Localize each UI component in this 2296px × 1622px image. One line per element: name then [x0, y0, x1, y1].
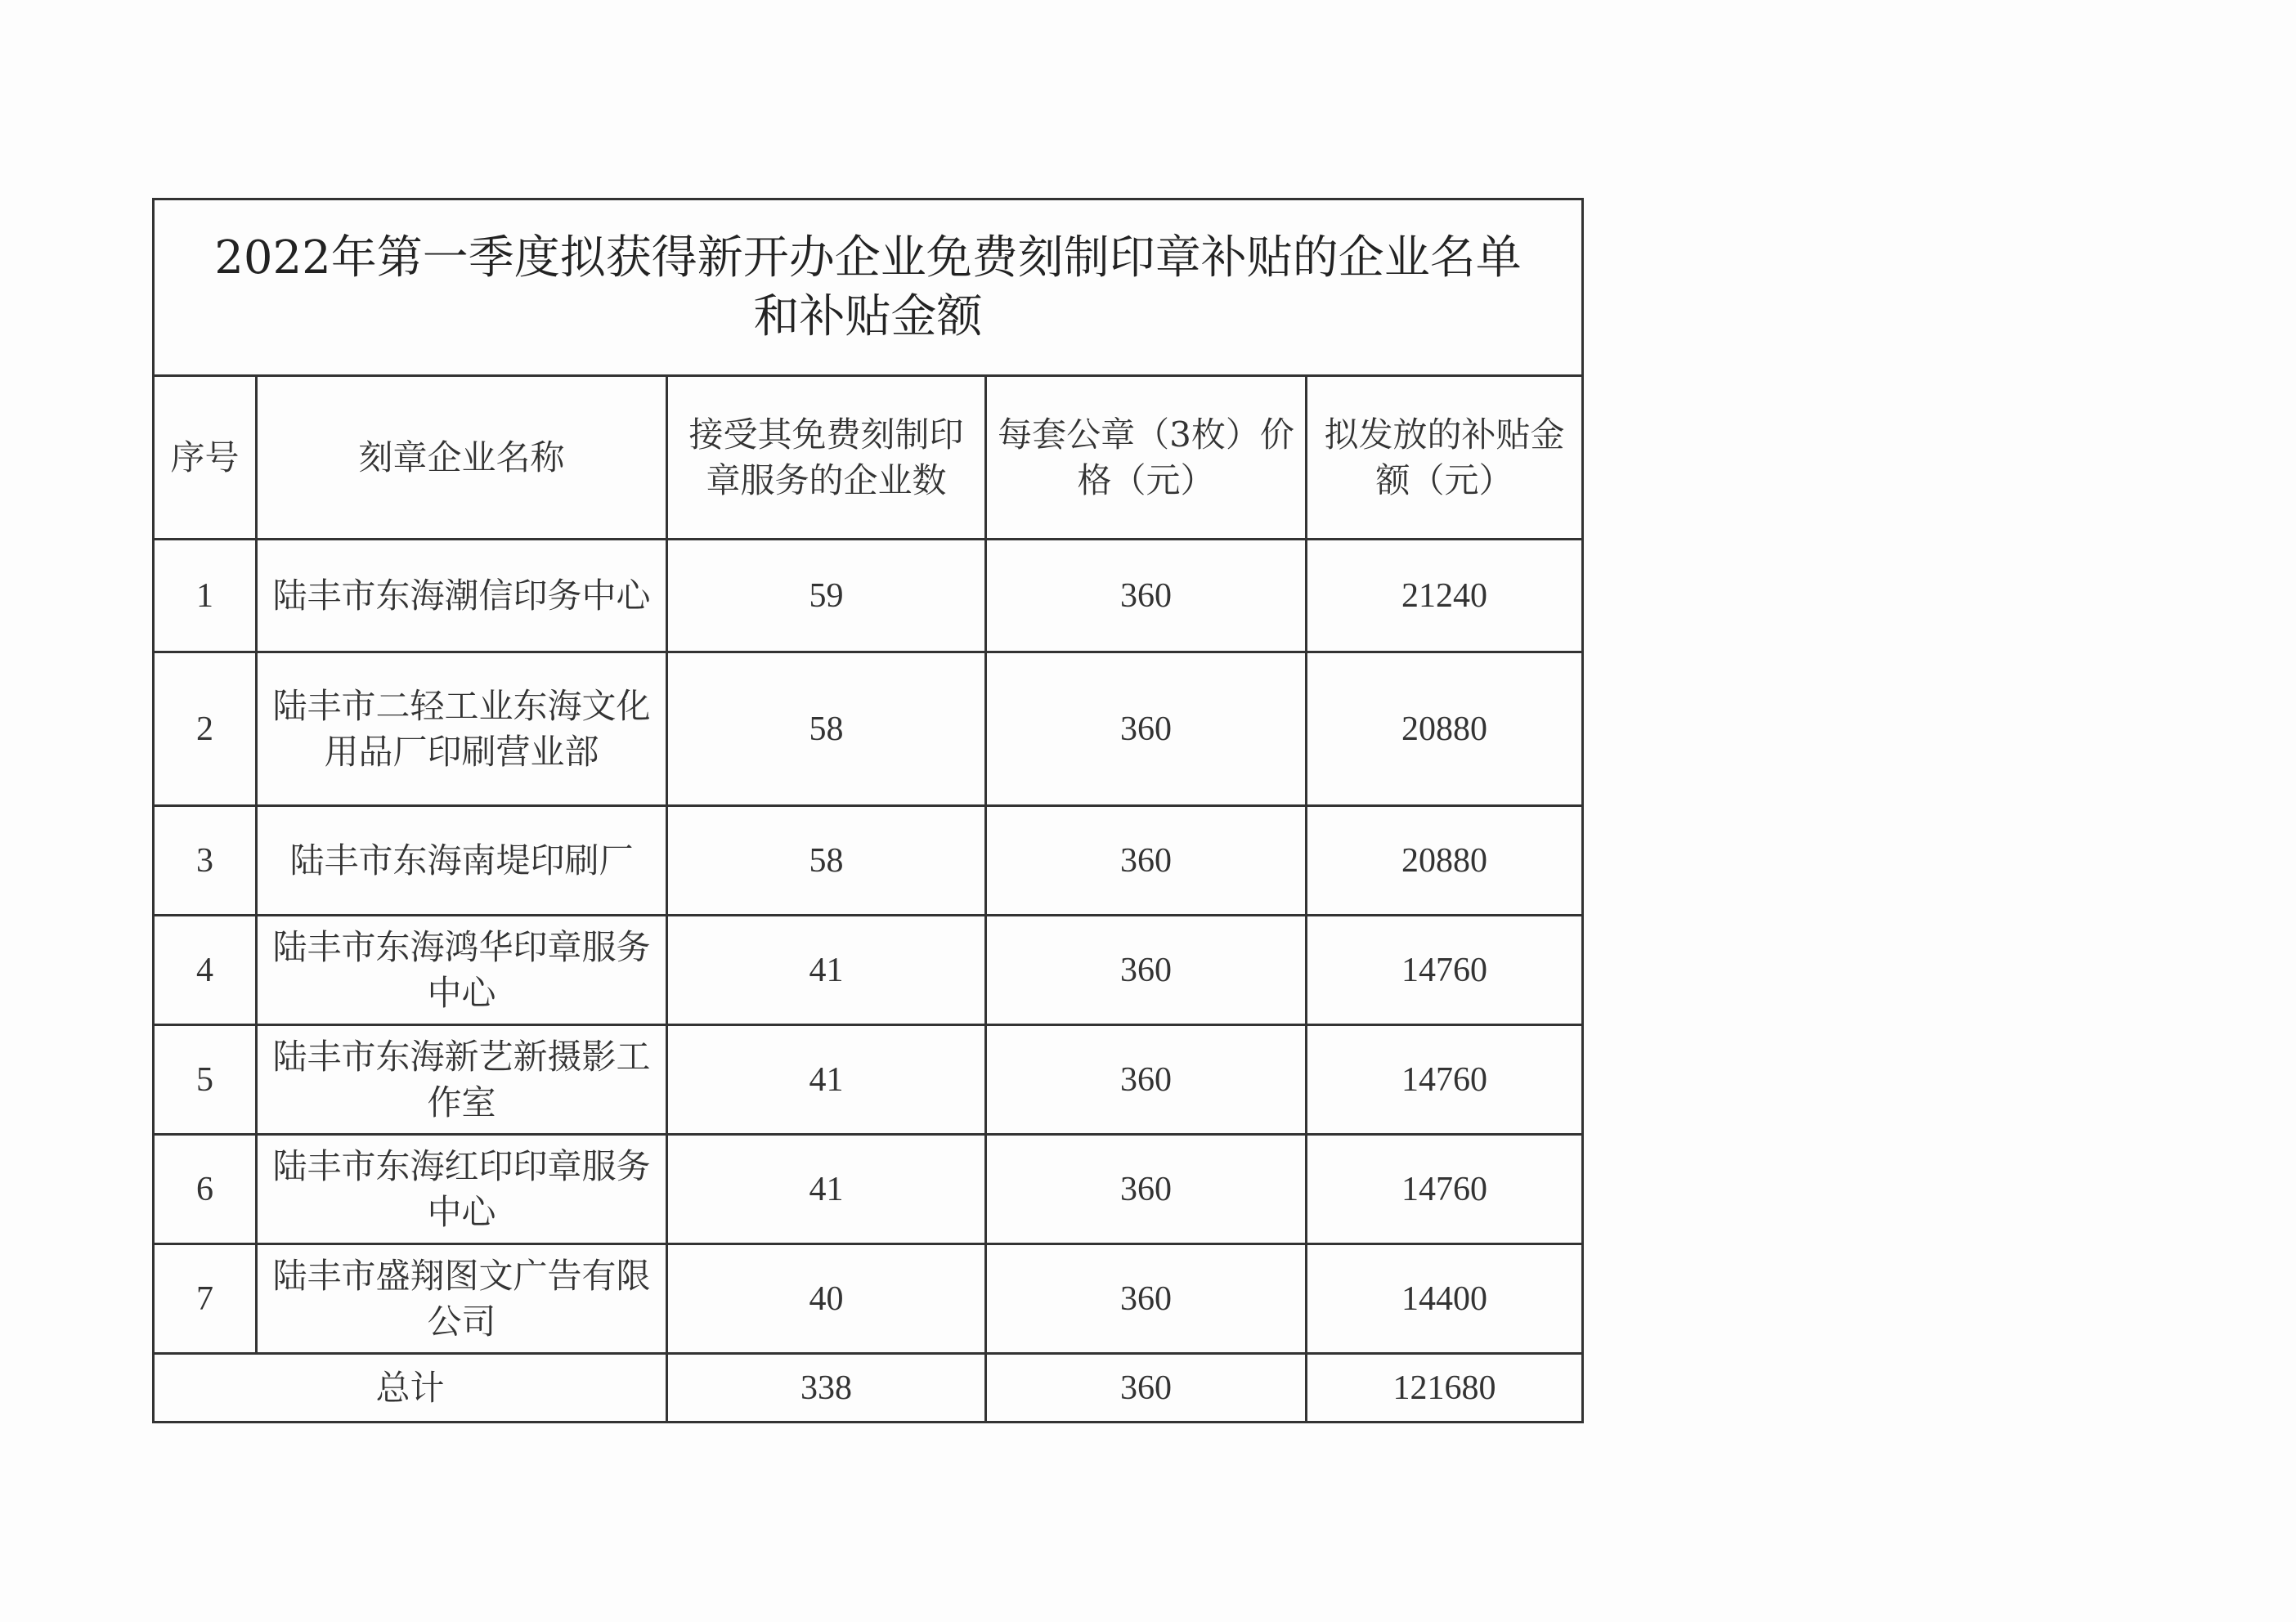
total-subsidy: 121680	[1307, 1354, 1583, 1423]
cell-company: 陆丰市二轻工业东海文化用品厂印刷营业部	[257, 652, 667, 806]
cell-company: 陆丰市盛翔图文广告有限公司	[257, 1244, 667, 1354]
header-seq: 序号	[154, 376, 257, 540]
cell-seq: 5	[154, 1025, 257, 1135]
cell-subsidy: 20880	[1307, 806, 1583, 916]
table-row	[154, 916, 1583, 1025]
cell-count: 58	[667, 652, 986, 806]
cell-subsidy: 20880	[1307, 652, 1583, 806]
total-price: 360	[986, 1354, 1307, 1423]
cell-subsidy: 14760	[1307, 1135, 1583, 1244]
table-row	[154, 652, 1583, 806]
title-row	[154, 199, 1583, 376]
table-title	[154, 199, 1583, 376]
cell-seq: 1	[154, 540, 257, 652]
total-label: 总计	[154, 1354, 667, 1423]
table-row	[154, 540, 1583, 652]
header-count: 接受其免费刻制印章服务的企业数	[667, 376, 986, 540]
table-row	[154, 806, 1583, 916]
cell-price: 360	[986, 1135, 1307, 1244]
cell-count: 58	[667, 806, 986, 916]
cell-seq: 4	[154, 916, 257, 1025]
cell-count: 40	[667, 1244, 986, 1354]
total-row	[154, 1354, 1583, 1423]
cell-seq: 2	[154, 652, 257, 806]
cell-count: 59	[667, 540, 986, 652]
cell-company: 陆丰市东海潮信印务中心	[257, 540, 667, 652]
cell-price: 360	[986, 1244, 1307, 1354]
table-row	[154, 1135, 1583, 1244]
cell-count: 41	[667, 916, 986, 1025]
cell-subsidy: 14760	[1307, 916, 1583, 1025]
header-price: 每套公章（3枚）价格（元）	[986, 376, 1307, 540]
total-count: 338	[667, 1354, 986, 1423]
cell-subsidy: 21240	[1307, 540, 1583, 652]
cell-company: 陆丰市东海鸿华印章服务中心	[257, 916, 667, 1025]
cell-price: 360	[986, 916, 1307, 1025]
cell-company: 陆丰市东海南堤印刷厂	[257, 806, 667, 916]
cell-count: 41	[667, 1135, 986, 1244]
cell-count: 41	[667, 1025, 986, 1135]
cell-seq: 7	[154, 1244, 257, 1354]
table-row	[154, 1244, 1583, 1354]
cell-subsidy: 14760	[1307, 1025, 1583, 1135]
subsidy-table	[152, 198, 1584, 1423]
cell-seq: 3	[154, 806, 257, 916]
table-row	[154, 1025, 1583, 1135]
cell-seq: 6	[154, 1135, 257, 1244]
cell-price: 360	[986, 540, 1307, 652]
cell-subsidy: 14400	[1307, 1244, 1583, 1354]
header-subsidy: 拟发放的补贴金额（元）	[1307, 376, 1583, 540]
cell-price: 360	[986, 806, 1307, 916]
cell-company: 陆丰市东海红印印章服务中心	[257, 1135, 667, 1244]
header-row	[154, 376, 1583, 540]
cell-price: 360	[986, 1025, 1307, 1135]
title-line-1: 2022年第一季度拟获得新开办企业免费刻制印章补贴的企业名单	[214, 231, 1522, 285]
cell-company: 陆丰市东海新艺新摄影工作室	[257, 1025, 667, 1135]
cell-price: 360	[986, 652, 1307, 806]
title-line-2: 和补贴金额	[753, 289, 983, 343]
header-company: 刻章企业名称	[257, 376, 667, 540]
